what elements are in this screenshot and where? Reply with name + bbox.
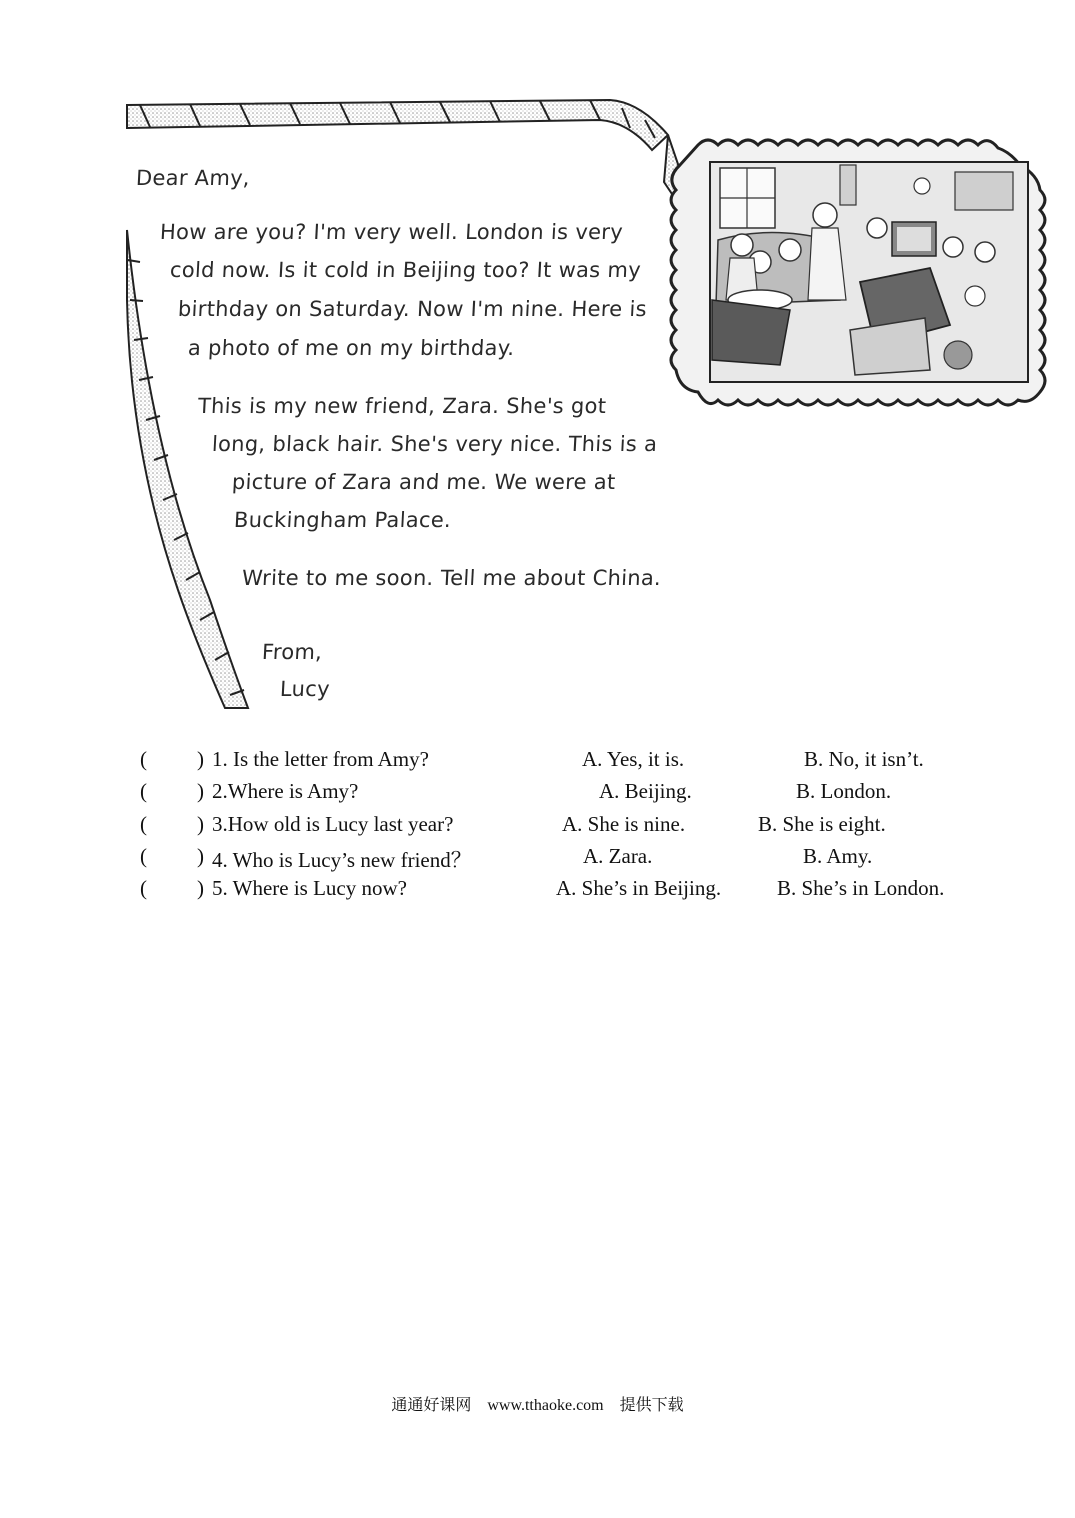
option-a: A. Yes, it is. (582, 747, 685, 771)
letter-line: Buckingham Palace. (233, 508, 452, 532)
footer-url[interactable]: www.tthaoke.com (487, 1397, 604, 1414)
letter-closing: From, (261, 640, 323, 664)
letter-line: long, black hair. She's very nice. This is a (211, 432, 658, 456)
question-row (0, 747, 1075, 779)
letter-line: This is my new friend, Zara. She's got (197, 394, 607, 418)
option-b: B. London. (796, 779, 892, 803)
answer-paren-close: ) (197, 747, 204, 771)
answer-paren-open[interactable]: ( (140, 812, 147, 836)
letter-line: birthday on Saturday. Now I'm nine. Here is (177, 297, 648, 321)
question-text: 2.Where is Amy? (212, 779, 359, 803)
option-b: B. Amy. (803, 844, 873, 868)
letter-top-border (127, 100, 668, 150)
answer-paren-close: ) (197, 844, 204, 868)
question-text: 4. Who is Lucy’s new friend？ (212, 848, 472, 872)
letter-line: a photo of me on my birthday. (187, 336, 516, 360)
question-row (0, 844, 1075, 876)
letter-line: cold now. Is it cold in Beijing too? It was my (169, 258, 642, 282)
letter-illustration (0, 0, 1075, 720)
letter-line: Write to me soon. Tell me about China. (241, 566, 662, 590)
option-a: A. She is nine. (562, 812, 686, 836)
option-a: A. She’s in Beijing. (556, 876, 722, 900)
question-text: 3.How old is Lucy last year? (212, 812, 454, 836)
letter-signature: Lucy (279, 677, 331, 701)
answer-paren-open[interactable]: ( (140, 844, 147, 868)
letter-greeting: Dear Amy, (135, 166, 251, 190)
question-text: 5. Where is Lucy now? (212, 876, 407, 900)
question-row (0, 812, 1075, 844)
answer-paren-close: ) (197, 876, 204, 900)
option-b: B. She is eight. (758, 812, 886, 836)
letter-line: picture of Zara and me. We were at (231, 470, 617, 494)
footer-suffix: 提供下载 (619, 1397, 684, 1414)
letter-line: How are you? I'm very well. London is very (159, 220, 624, 244)
birthday-photo (671, 140, 1045, 405)
answer-paren-open[interactable]: ( (140, 779, 147, 803)
question-row (0, 876, 1075, 908)
answer-paren-open[interactable]: ( (140, 747, 147, 771)
question-row (0, 779, 1075, 811)
question-text: 1. Is the letter from Amy? (212, 747, 429, 771)
answer-paren-close: ) (197, 812, 204, 836)
answer-paren-close: ) (197, 779, 204, 803)
option-a: A. Zara. (583, 844, 653, 868)
footer-site-name: 通通好课网 (391, 1397, 472, 1414)
option-b: B. She’s in London. (777, 876, 945, 900)
page-footer (0, 1392, 1075, 1415)
option-b: B. No, it isn’t. (804, 747, 924, 771)
answer-paren-open[interactable]: ( (140, 876, 147, 900)
option-a: A. Beijing. (599, 779, 692, 803)
